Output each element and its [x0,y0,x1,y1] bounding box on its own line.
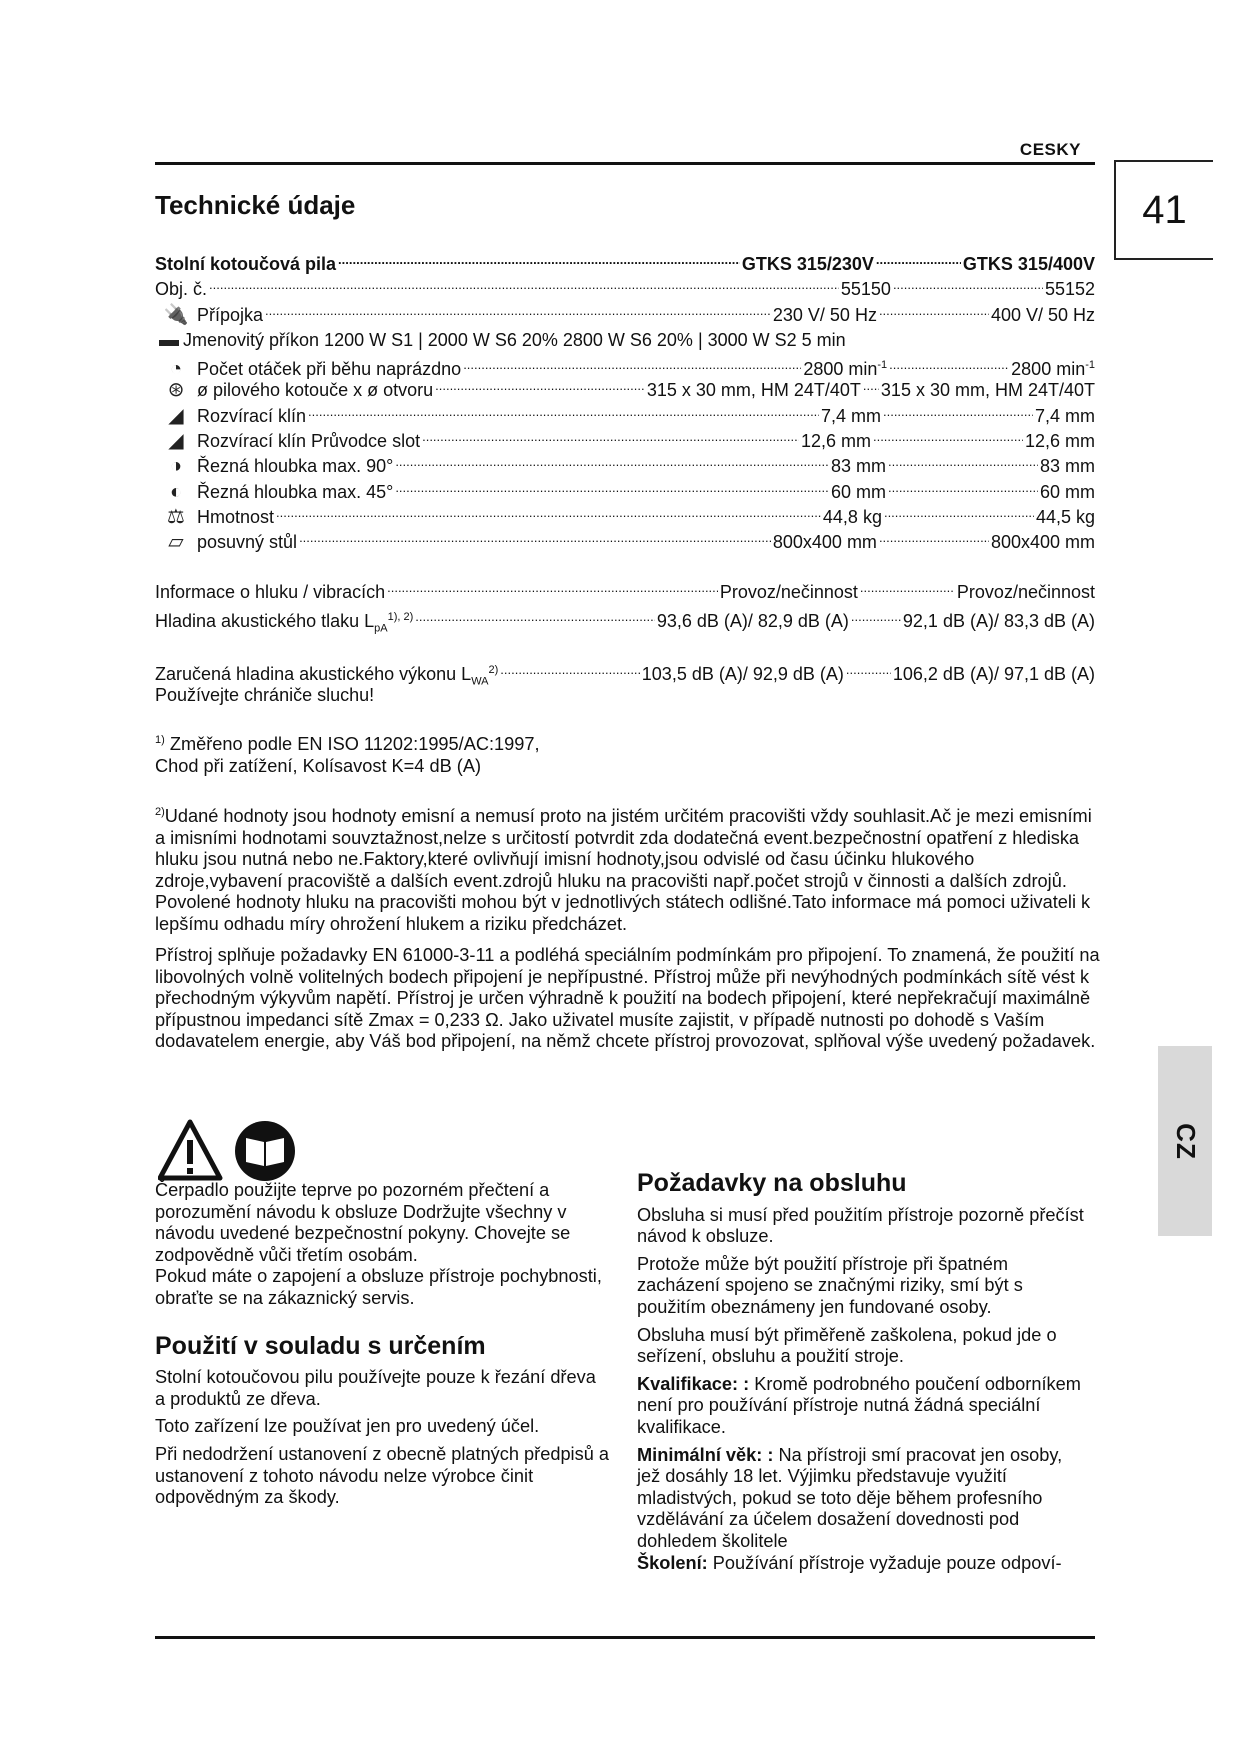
language-side-tab [1158,1046,1212,1236]
model-400v: GTKS 315/400V [962,254,1095,274]
cut-depth-45-icon: ◐ [169,480,183,503]
saw-blade-icon: ⊛ [167,379,185,402]
plug-icon: 🔌 [163,303,189,326]
spec-row: ◔ Počet otáček při běhu naprázdno ..... 2800 $\min^{-1}$ ..... 2800 $\min^{-1}$ [155,353,1095,378]
warning-triangle-icon [158,1118,298,1184]
emc-paragraph: Přístroj splňuje požadavky EN 61000-3-11 a podléhá speciálním podmínkám pro připojení. To znamená, že použití na libovolných volně volitelných bodech připojení je nepřípustné. Přístroj může při nevýhodných podmínkách sítě vést k přechodným výkyvům napětí. Přístroj je určen výhradně k použití na bodech připojení, které nepřekračují maximálně přípustnou impedanci sítě Zmax = 0,233 Ω. Jako uživatel musíte zajistit, v případě nutnosti po dohodě s Vaším dodavatelem energie, aby Váš bod připojení, na němž chcete přístroj provozovat, splňoval výše uvedený požadavek. [155,945,1100,1051]
spec-row: ◐ Řezná hloubka max. 45° ..... 60 mm ..... 60 mm [155,480,1095,505]
spec-row: Obj. č. ..... 55150 ..... 55152 [155,277,1095,302]
sound-pressure-row: Hladina akustického tlaku $L_{pA}^{1), 2)}$ ..... 93,6 dB (A)/ 82,9 dB (A) ..... 92,1 dB (A)/ 83,3 dB (A) [155,605,1095,630]
bottom-rule [155,1636,1095,1639]
warning-text-1: Čerpadlo použijte teprve po pozorném přečtení a porozumění návodu k obsluze Dodržujte všechny v návodu uvedené bezpečnostní pokyny. Chovejte se zodpovědně vůči třetím osobám. [155,1180,571,1265]
model-230v: GTKS 315/230V [741,254,874,274]
noise-table [155,580,1095,635]
spec-row: ⚖ Hmotnost ..... 44,8 kg ..... 44,5 kg [155,505,1095,530]
spec-row: ⊛ ø pilového kotouče x ø otvoru ..... 315 x 30 mm, HM 24T/40T ..... 315 x 30 mm, HM 24T/40T [155,378,1095,403]
spec-header-label: Stolní kotoučová pila [155,254,337,274]
weight-icon: ⚖ [167,505,185,528]
riving-knife-icon: ◢ [168,404,184,427]
warning-text-2: Pokud máte o zapojení a obsluze přístroje pochybnosti, obraťte se na zákaznický servis. [155,1266,602,1308]
warning-icons [158,1118,298,1189]
page-number-box [1114,160,1213,260]
spec-row: ◑ Řezná hloubka max. 90° ..... 83 mm ..... 83 mm [155,454,1095,479]
spec-row: ◢ Rozvírací klín Průvodce slot ..... 12,6 mm ..... 12,6 mm [155,429,1095,454]
rpm-icon: ◔ [169,358,183,381]
cut-depth-90-icon: ◑ [169,455,183,478]
page-number: 41 [1142,188,1187,232]
language-label: CESKY [1019,140,1081,159]
sound-power-row: Zaručená hladina akustického výkonu $L_{WA}^{2)}$ ..... 103,5 dB (A)/ 92,9 dB (A) ..... 106,2 dB (A)/ 97,1 dB (A) [155,658,1095,683]
sliding-table-icon: ▱ [168,531,184,554]
spec-row: ▬ Jmenovitý příkon 1200 W S1 | 2000 W S6 20% 2800 W S6 20% | 3000 W S2 5 min [155,328,1095,353]
operator-requirements-heading: Požadavky na obsluhu [637,1169,907,1197]
left-column: Čerpadlo použijte teprve po pozorném přečtení a porozumění návodu k obsluze Dodržujte všechny v návodu uvedené bezpečnostní pokyny. Chovejte se zodpovědně vůči třetím osobám. Pokud máte o zapojení a obsluze přístroje pochybnosti, obraťte se na zákaznický servis. Použití v souladu s určením Stolní kotoučovou pilu používejte pouze k řezání dřeva a produktů ze dřeva. Toto zařízení lze používat jen pro uvedený účel. Při nedodržení ustanovení z obecně platných předpisů a ustanovení z tohoto návodu nelze výrobce činit odpovědným za škody. [155,1180,609,1508]
motor-icon: ▬ [159,328,179,351]
intended-use-heading: Použití v souladu s určením [155,1331,486,1360]
spec-row: ◢ Rozvírací klín ..... 7,4 mm ..... 7,4 mm [155,404,1095,429]
riving-knife-slot-icon: ◢ [168,430,184,453]
spec-row: ▱ posuvný stůl ..... 800x400 mm ..... 800x400 mm [155,530,1095,555]
top-rule [155,162,1095,165]
page-title: Technické údaje [155,190,356,220]
side-tab-label: CZ [1170,1122,1201,1160]
ear-protection-note: Používejte chrániče sluchu! [155,685,375,706]
footnote-2: $^{2)}$Udané hodnoty jsou hodnoty emisní a nemusí proto na jistém určitém pracovišti vždy souhlasit.Ač je mezi emisními a imisními hodnotami souvztažnost,nelze s určitostí potvrdit zda dodatečná event.bezpečnostní opatření z hlediska hluku jsou nutná nebo ne.Faktory,které ovlivňují imisní hodnoty,jsou odvislé od času účinku hlukového zdroje,vybavení pracoviště a dalších event.zdrojů hluku na pracovišti např.počet strojů v činnosti a dalších zdrojů. Povolené hodnoty hluku na pracovišti mohou být v jednotlivých státech odlišné.Tato informace má pomoci uživateli k lepšímu odhadu míry ohrožení hlukem a riziku předcházet. [155,806,1092,934]
spec-table [155,252,1095,556]
noise-info-row: Informace o hluku / vibracích ..... Provoz/nečinnost ..... Provoz/nečinnost [155,580,1095,605]
right-column: Požadavky na obsluhu Obsluha si musí před použitím přístroje pozorně přečíst návod k obsluze. Protože může být použití přístroje při špatném zacházení spojeno se značnými riziky, smí být s použitím obeznámeny jen fundované osoby. Obsluha musí být přiměřeně zaškolena, pokud jde o seřízení, obsluhu a použití stroje. Kvalifikace: : Kromě podrobného poučení odborníkem není pro používání přístroje nutná žádná speciální kvalifikace. Minimální věk: : Na přístroji smí pracovat jen osoby, jež dosáhly 18 let. Výjimku představuje využití mladistvých, pokud se toto děje během profesního vzdělávání za účelem dosažení dovednosti pod dohledem školitele Školení: Používání přístroje vyžaduje pouze odpoví- [637,1173,1087,1574]
sound-power-block [155,658,1095,709]
spec-row: 🔌 Přípojka ..... 230 V/ 50 Hz ..... 400 V/ 50 Hz [155,303,1095,328]
footnote-1: $^{1)}$ Změřeno podle EN ISO 11202:1995/AC:1997, Chod při zatížení, Kolísavost K=4 dB (A) [155,734,540,776]
spec-header-row [155,252,1095,277]
